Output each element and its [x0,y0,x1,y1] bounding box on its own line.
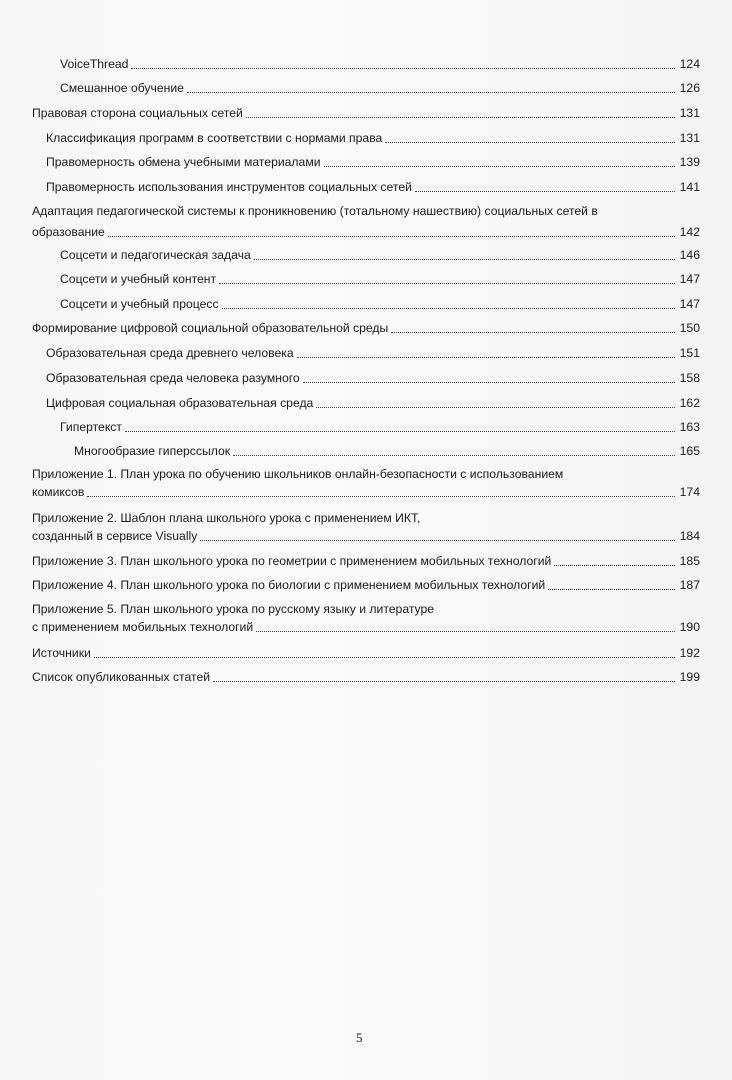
toc-entry-first-line: Приложение 2. Шаблон плана школьного урока с применением ИКТ, [32,511,421,525]
toc-entry-title: Смешанное обучение [60,81,184,95]
toc-entry-page: 165 [679,444,700,458]
toc-entry-title: Приложение 3. План школьного урока по геометрии с применением мобильных технологий [32,554,552,568]
toc-leader [254,258,675,260]
toc-entry-page: 184 [679,529,700,543]
toc-leader [131,67,675,69]
toc-entry [46,179,700,196]
toc-entry-title: Классификация программ в соответствии с нормами права [46,131,383,145]
toc-entry-page: 192 [679,646,700,660]
toc-entry-page: 190 [679,620,700,634]
toc-entry [60,247,700,264]
toc-entry-title: Соцсети и педагогическая задача [60,248,251,262]
page-number: 5 [356,1030,363,1045]
toc-leader [200,539,675,541]
toc-entry [32,601,700,636]
toc-entry-page: 185 [679,554,700,568]
toc-entry-first-line: Приложение 1. План урока по обучению школьников онлайн-безопасности с использованием [32,467,564,481]
toc-entry-title: образование [32,225,105,239]
toc-entry [60,419,700,436]
toc-entry [60,56,700,73]
toc-entry-page: 141 [679,180,700,194]
toc-entry-title: VoiceThread [60,57,129,71]
toc-entry-title: Цифровая социальная образовательная среда [46,396,314,410]
toc-entry-page: 142 [679,225,700,239]
toc-entry [74,443,700,460]
toc-entry-first-line: Адаптация педагогической системы к проникновению (тотальному нашествию) социальных сетей в [32,204,598,218]
toc-leader [187,91,675,93]
toc-entry-page: 163 [679,420,700,434]
toc-entry-title: Правомерность обмена учебными материалами [46,155,321,169]
toc-leader [108,235,675,237]
toc-leader [213,680,675,682]
toc-entry-page: 174 [679,485,700,499]
toc-entry-page: 131 [679,131,700,145]
toc-entry [46,395,700,412]
toc-entry-page: 162 [679,396,700,410]
toc-entry-title: Правовая сторона социальных сетей [32,106,243,120]
toc-entry-title: Соцсети и учебный процесс [60,297,219,311]
toc-entry-title: Образовательная среда человека разумного [46,371,300,385]
toc-entry-page: 147 [679,272,700,286]
toc-entry [32,466,700,501]
toc-entry [32,577,700,594]
toc-entry-page: 158 [679,371,700,385]
toc-leader [297,356,675,358]
toc-leader [391,331,675,333]
toc-leader [94,656,675,658]
toc-entry [32,320,700,337]
toc-leader [324,165,675,167]
toc-entry [32,553,700,570]
toc-entry-page: 124 [679,57,700,71]
toc-leader [554,564,675,566]
toc-entry [46,130,700,147]
toc-entry [46,154,700,171]
toc-entry-page: 139 [679,155,700,169]
toc-leader [548,588,675,590]
toc-entry [32,105,700,122]
toc-entry-title: Приложение 4. План школьного урока по биологии с применением мобильных технологий [32,578,546,592]
toc-entry [32,510,700,545]
toc-entry-title: Образовательная среда древнего человека [46,346,294,360]
toc-entry [32,645,700,662]
toc-entry-page: 131 [679,106,700,120]
toc-entry-title: Правомерность использования инструментов социальных сетей [46,180,412,194]
toc-entry-page: 146 [679,248,700,262]
toc-entry-title: Соцсети и учебный контент [60,272,217,286]
toc-entry-title: Многообразие гиперссылок [74,444,231,458]
toc-entry [60,80,700,97]
toc-entry-page: 126 [679,81,700,95]
toc-leader [125,430,675,432]
toc-leader [316,406,675,408]
toc-entry-title: с применением мобильных технологий [32,620,254,634]
toc-entry-title: Список опубликованных статей [32,670,211,684]
toc-entry [46,370,700,387]
toc-leader [256,630,675,632]
toc-entry [32,203,700,241]
toc-leader [222,307,675,309]
toc-entry-page: 147 [679,297,700,311]
toc-entry-page: 150 [679,321,700,335]
toc-entry-title: комиксов [32,485,85,499]
toc-entry [46,345,700,362]
toc-entry [60,296,700,313]
toc-entry-page: 151 [679,346,700,360]
toc-entry-title: Формирование цифровой социальной образовательной среды [32,321,389,335]
toc-entry-title: Гипертекст [60,420,122,434]
toc-entry-title: Источники [32,646,91,660]
toc-leader [219,282,675,284]
toc-leader [385,141,675,143]
toc-entry-title: созданный в сервисе Visually [32,529,198,543]
toc-entry [32,669,700,686]
toc-leader [233,454,675,456]
toc-leader [246,116,675,118]
toc-entry-page: 187 [679,578,700,592]
toc-leader [303,381,675,383]
toc-entry [60,271,700,288]
toc-entry-page: 199 [679,670,700,684]
toc-entry-first-line: Приложение 5. План школьного урока по русскому языку и литературе [32,602,435,616]
toc-leader [415,190,675,192]
toc-leader [87,495,675,497]
